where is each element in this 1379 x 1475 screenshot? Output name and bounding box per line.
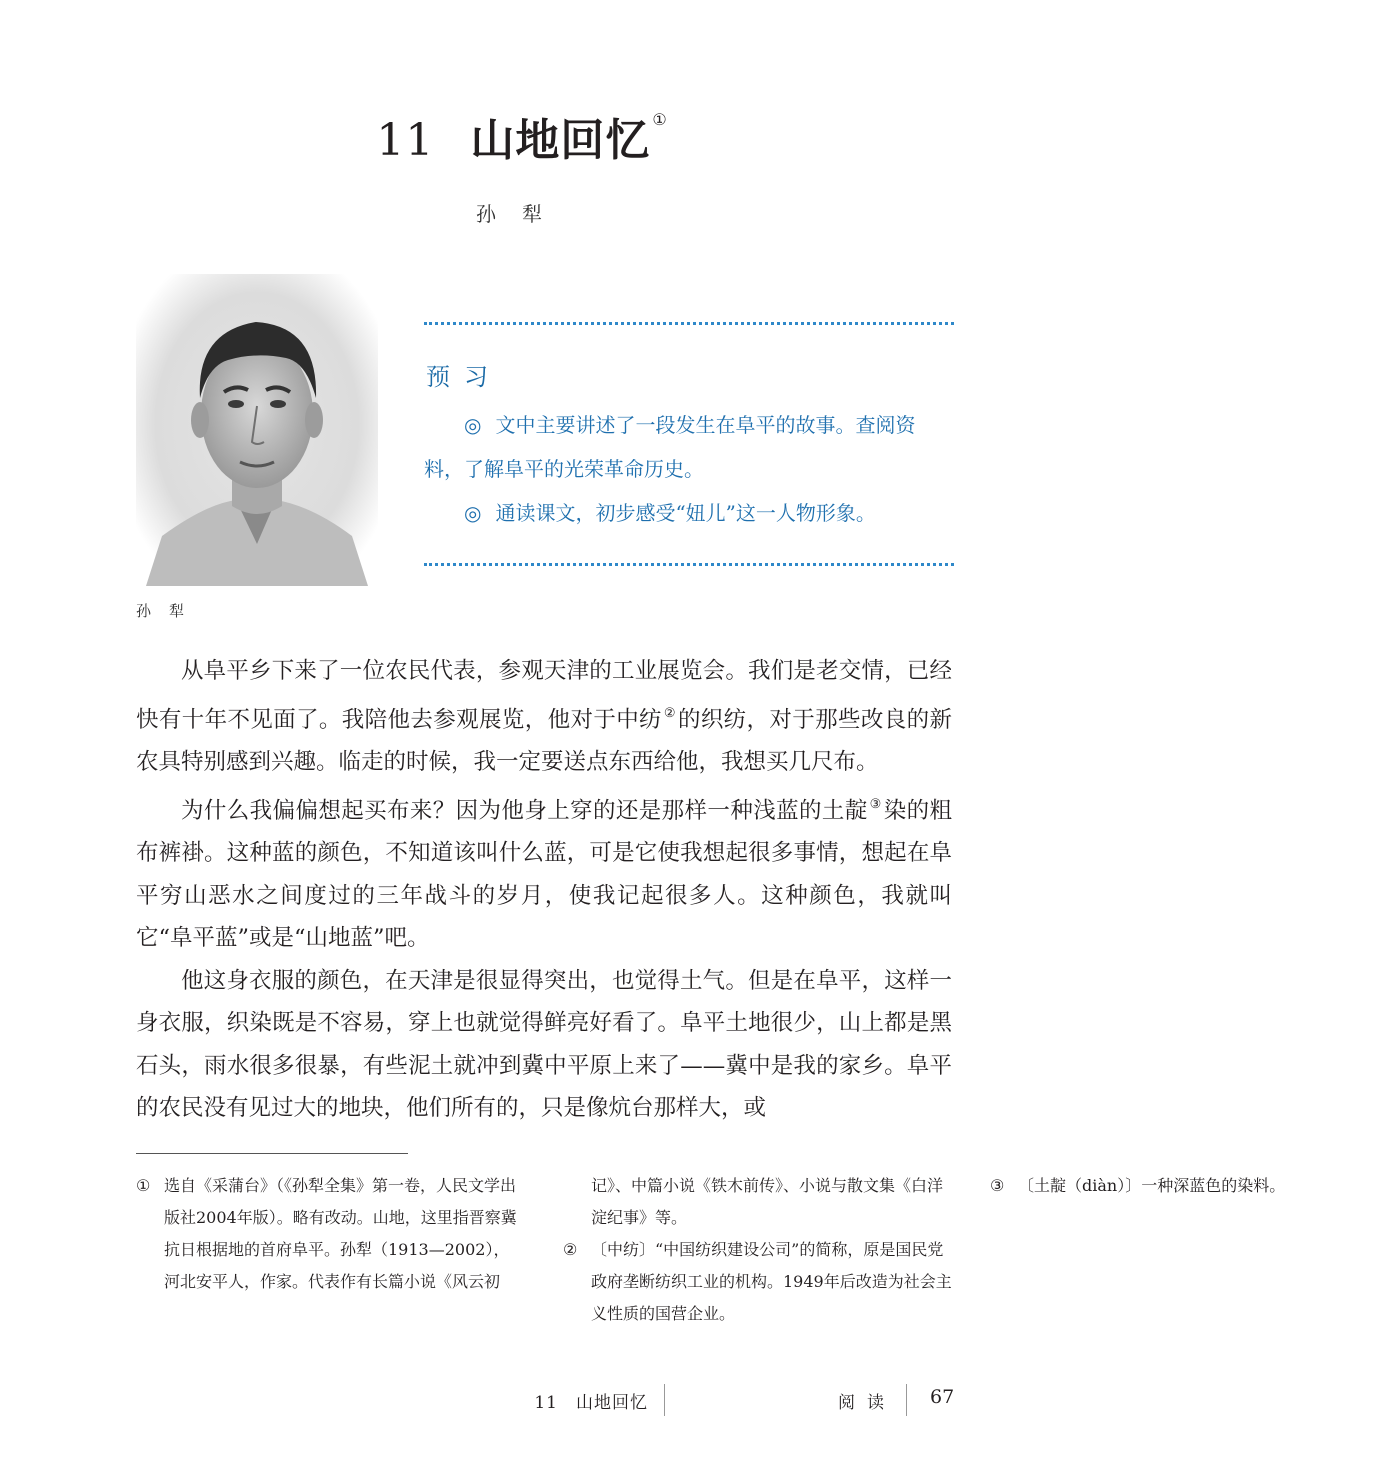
footnote-item [563,1234,952,1330]
paragraph-text: 染的粗布裤褂。这种蓝的颜色，不知道该叫什么蓝，可是它使我想起很多事情，想起在阜平穷山恶水之间度过的三年战斗的岁月，使我记起很多人。这种颜色，我就叫它“阜平蓝”或是“山地蓝”吧。 [136,797,952,951]
footnote-ref[interactable]: ② [663,705,676,721]
preview-item-text: 文中主要讲述了一段发生在阜平的故事。查阅资料，了解阜平的光荣革命历史。 [424,413,916,481]
footer-lesson-title: 11 山地回忆 [534,1393,648,1413]
footnote-text: 选自《采蒲台》（《孙犁全集》第一卷，人民文学出版社2004年版）。略有改动。山地，这里指晋察冀抗日根据地的首府阜平。孙犁（1913—2002），河北安平人，作家。代表作有长篇小说《风云初记》、中篇小说《铁木前传》、小说与散文集《白洋淀纪事》等。 [164,1176,944,1291]
footer-section: 阅读 [838,1393,896,1413]
footnote-mark: ③ [990,1176,1005,1195]
double-circle-icon: ◎ [464,501,482,525]
page-number: 67 [930,1386,955,1408]
preview-box [424,322,954,566]
portrait-caption: 孙犁 [136,602,203,620]
footnote-divider [136,1153,408,1154]
footnote-mark: ② [563,1240,578,1259]
paragraph-text: 他这身衣服的颜色，在天津是很显得突出，也觉得土气。但是在阜平，这样一身衣服，织染既是不容易，穿上也就觉得鲜亮好看了。阜平土地很少，山上都是黑石头，雨水很多很暴，有些泥土就冲到冀中平原上来了——冀中是我的家乡。阜平的农民没有见过大的地块，他们所有的，只是像炕台那样大，或 [136,967,952,1121]
paragraph [136,784,952,960]
paragraph-text: 从阜平乡下来了一位农民代表，参观天津的工业展览会。我们是老交情，已经快有十年不见面了。我陪他去参观展览，他对于中纺 [136,658,952,733]
preview-item [424,491,954,535]
double-circle-icon: ◎ [464,413,482,437]
title-footnote-ref[interactable]: ① [652,110,668,129]
paragraph-text: 为什么我偏偏想起买布来？因为他身上穿的还是那样一种浅蓝的土靛 [181,797,868,824]
preview-list [424,403,954,535]
footer-divider [664,1384,665,1416]
footnote-ref[interactable]: ③ [869,796,882,812]
footnote-text: 〔中纺〕“中国纺织建设公司”的简称，原是国民党政府垄断纺织工业的机构。1949年后改造为社会主义性质的国营企业。 [591,1240,952,1323]
lesson-number: 11 [376,115,435,166]
paragraph-text: 的织纺，对于那些改良的新农具特别感到兴趣。临走的时候，我一定要送点东西给他，我想买几尺布。 [136,706,952,775]
author-portrait [136,274,378,586]
preview-heading: 预习 [426,363,502,391]
lesson-title-text: 山地回忆 [470,115,651,166]
preview-item [424,403,954,491]
lesson-title [0,104,1044,168]
footnote-item [990,1170,1379,1202]
footnotes [136,1170,1286,1336]
paragraph [136,650,952,784]
footnote-text: 〔土靛（diàn）〕一种深蓝色的染料。 [1018,1176,1286,1195]
footer-divider [906,1384,907,1416]
preview-item-text: 通读课文，初步感受“妞儿”这一人物形象。 [495,501,876,525]
main-text [136,650,952,1130]
page-footer [0,1384,1044,1416]
paragraph [136,960,952,1130]
footnote-mark: ① [136,1176,151,1195]
author-name: 孙犁 [476,202,568,226]
